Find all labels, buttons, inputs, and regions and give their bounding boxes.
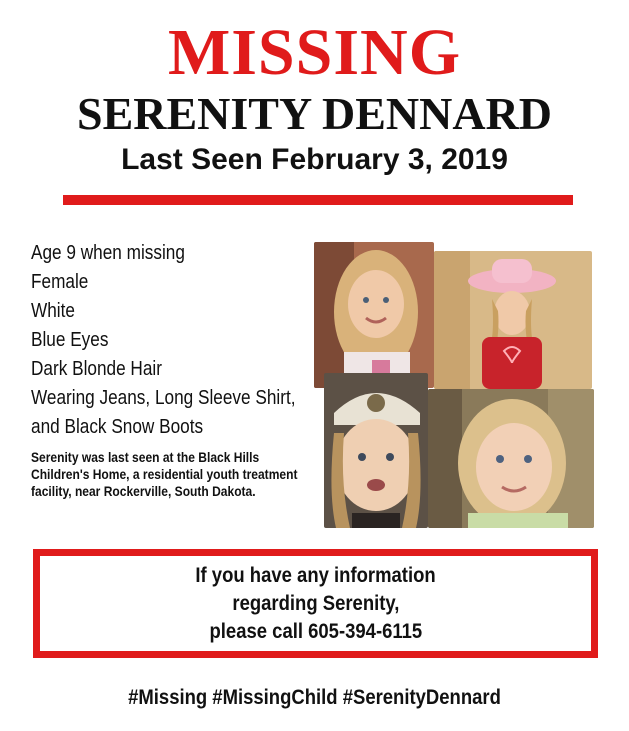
contact-line-1: If you have any information	[195, 563, 436, 587]
fact-hair: Dark Blonde Hair	[31, 358, 162, 380]
photo-baseball-cap	[324, 373, 428, 528]
photo-smiling	[428, 389, 594, 528]
last-seen-date: Last Seen February 3, 2019	[121, 143, 508, 176]
hashtags: #Missing #MissingChild #SerenityDennard	[128, 686, 501, 709]
person-name: SERENITY DENNARD	[77, 88, 552, 139]
photo-cowboy-hat	[434, 251, 592, 389]
fact-sex: Female	[31, 271, 89, 293]
red-divider	[63, 195, 573, 205]
fact-race: White	[31, 300, 75, 322]
fact-clothing: Wearing Jeans, Long Sleeve Shirt, and Black Snow Boots	[31, 387, 296, 438]
contact-line-2: regarding Serenity,	[231, 591, 400, 615]
missing-headline: MISSING	[167, 16, 462, 89]
last-seen-narrative: Serenity was last seen at the Black Hills Children's Home, a residential youth treatment facility, near Rockerville, South Dakota.	[31, 449, 298, 499]
fact-eyes: Blue Eyes	[31, 329, 109, 351]
fact-age: Age 9 when missing	[31, 242, 185, 264]
contact-box	[33, 549, 598, 658]
photo-portrait	[314, 242, 434, 388]
description-list	[31, 239, 321, 442]
contact-line-3: please call 605-394-6115	[209, 619, 422, 643]
